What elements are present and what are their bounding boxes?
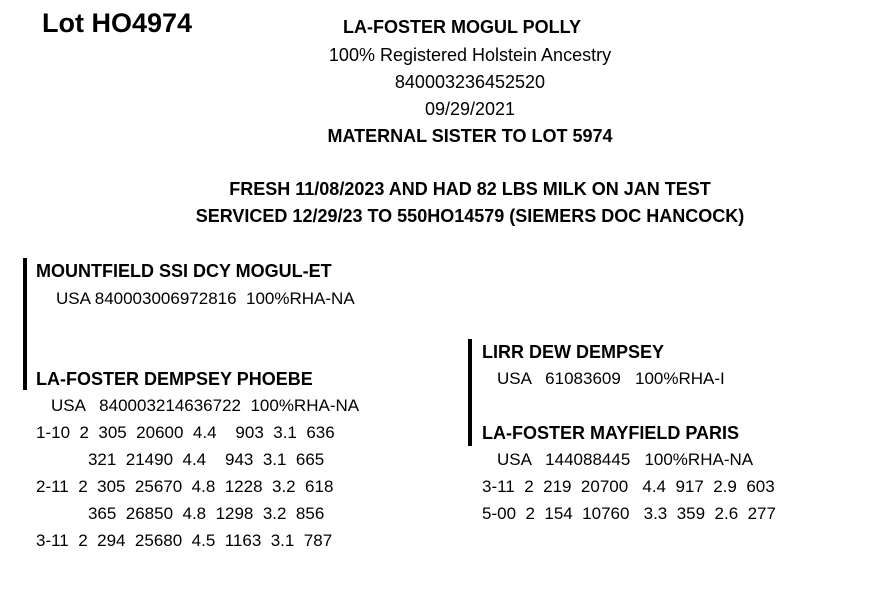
dam-sire-name: LIRR DEW DEMPSEY xyxy=(482,342,665,362)
sire-reg: USA 840003006972816 100%RHA-NA xyxy=(56,289,355,308)
pedigree-bracket-dam-dam xyxy=(468,391,472,446)
dam-record: 365 26850 4.8 1298 3.2 856 xyxy=(36,504,325,523)
relation-note: MATERNAL SISTER TO LOT 5974 xyxy=(327,126,613,146)
dam-sire-reg: USA 61083609 100%RHA-I xyxy=(497,369,725,388)
dam-dam-record: 3-11 2 219 20700 4.4 917 2.9 603 xyxy=(482,477,775,496)
dam-dam-reg: USA 144088445 100%RHA-NA xyxy=(497,450,754,469)
lot-number: Lot HO4974 xyxy=(42,8,193,38)
ancestry: 100% Registered Holstein Ancestry xyxy=(328,45,612,65)
dam-name: LA-FOSTER DEMPSEY PHOEBE xyxy=(36,369,313,389)
sire-name: MOUNTFIELD SSI DCY MOGUL-ET xyxy=(36,261,332,281)
dam-record: 3-11 2 294 25680 4.5 1163 3.1 787 xyxy=(36,531,333,550)
animal-name: LA-FOSTER MOGUL POLLY xyxy=(342,17,581,37)
serviced-note: SERVICED 12/29/23 TO 550HO14579 (SIEMERS DOC HANCOCK) xyxy=(195,206,745,226)
pedigree-bracket-dam-sire xyxy=(468,339,472,391)
animal-id: 840003236452520 xyxy=(394,72,546,92)
pedigree-bracket-dam xyxy=(23,338,27,390)
dam-reg: USA 840003214636722 100%RHA-NA xyxy=(51,396,360,415)
dam-record: 2-11 2 305 25670 4.8 1228 3.2 618 xyxy=(36,477,334,496)
dam-dam-name: LA-FOSTER MAYFIELD PARIS xyxy=(482,423,740,443)
dam-record: 321 21490 4.4 943 3.1 665 xyxy=(36,450,325,469)
dam-record: 1-10 2 305 20600 4.4 903 3.1 636 xyxy=(36,423,335,442)
fresh-note: FRESH 11/08/2023 AND HAD 82 LBS MILK ON JAN TEST xyxy=(229,179,711,199)
pedigree-bracket-sire xyxy=(23,258,27,338)
birth-date: 09/29/2021 xyxy=(424,99,516,119)
dam-dam-record: 5-00 2 154 10760 3.3 359 2.6 277 xyxy=(482,504,776,523)
